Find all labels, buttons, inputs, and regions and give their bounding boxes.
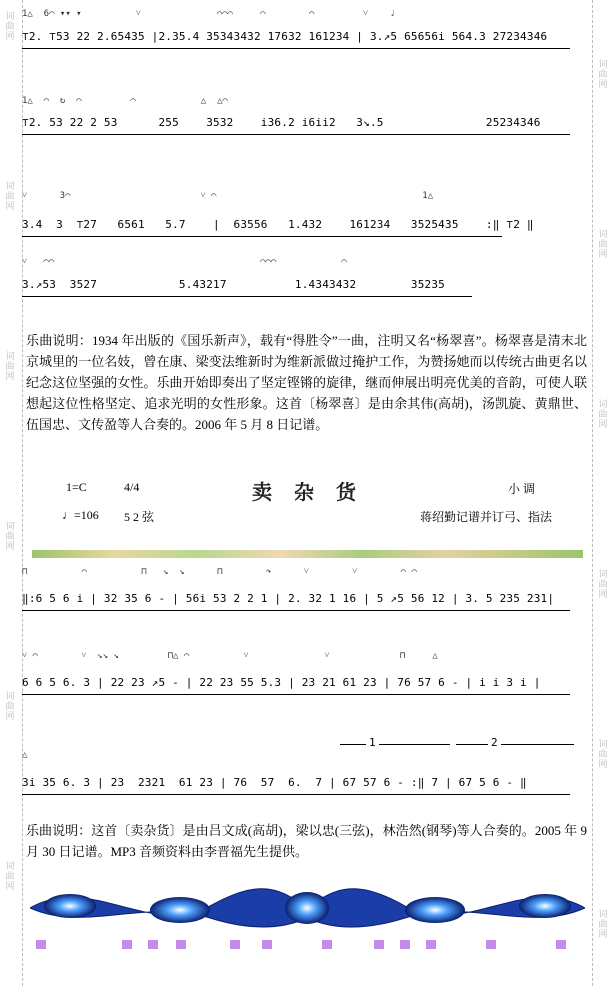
score-notes: ⊤2. 53 22 2 53 255 3532 i36.2 i6ii2 3↘.5 25234346	[22, 116, 541, 129]
song-genre: 小 调	[508, 482, 536, 496]
score-line	[22, 190, 593, 260]
key-signature: 1=C	[66, 480, 87, 494]
watermark-text: 词 曲 网	[5, 522, 15, 552]
watermark-text: 词 曲 网	[598, 740, 608, 770]
score-markings: 1△ 6⌒ ▾▾ ▾ ˅ ⌒⌒⌒ ⌒ ⌒ ˅ ♩	[22, 9, 396, 19]
watermark-text: 词 曲 网	[5, 692, 15, 722]
beam-line	[22, 794, 570, 795]
song-title: 卖杂货	[252, 482, 378, 504]
score-line	[22, 650, 593, 716]
music-note-paragraph: 乐曲说明：这首〔卖杂货〕是由吕文成(高胡)，梁以忠(三弦)，林浩然(钢琴)等人合奏的。2005 年 9 月 30 日记谱。MP3 音频资料由李晋福先生提供。	[26, 823, 587, 859]
volta-label: 2	[488, 736, 501, 749]
score-notes: 3.↗53 3527 5.43217 1.4343432 35235	[22, 278, 445, 291]
score-line	[22, 8, 593, 78]
watermark-text: 词 曲 网	[598, 230, 608, 260]
beam-line	[22, 296, 472, 297]
watermark-text: 词 曲 网	[5, 352, 15, 382]
tempo-marking: ♩=106	[62, 508, 99, 522]
score-notes: 6 6 5 6. 3 | 22 23 ↗5 - | 22 23 55 5.3 | 23 21 61 23 | 76 57 6 - | i i 3 i |	[22, 676, 541, 689]
watermark-text: 词 曲 网	[598, 60, 608, 90]
watermark-text: 词 曲 网	[5, 182, 15, 212]
watermark-text: 词 曲 网	[598, 570, 608, 600]
beam-line	[22, 236, 502, 237]
beam-line	[22, 134, 570, 135]
score-markings: ˅ ⌒⌒ ⌒⌒⌒ ⌒	[22, 257, 347, 267]
score-line	[22, 256, 593, 316]
string-tuning: 5 2 弦	[124, 510, 155, 524]
volta-bracket-2	[456, 744, 574, 745]
decorative-divider	[32, 550, 583, 558]
right-margin-watermark	[592, 0, 615, 986]
beam-line	[22, 694, 570, 695]
score-notes: ⊤2. ⊤53 22 2.65435 |2.35.4 35343432 17632 161234 | 3.↗5 65656i 564.3 27234346	[22, 30, 548, 43]
score-line	[22, 96, 593, 166]
score-markings: 1△ ⌒ ↻ ⌒ ⌒ △ △⌒	[22, 96, 261, 106]
score-markings: ˅ 3⌒ ˅ ⌒ 1△	[22, 191, 434, 201]
music-note-paragraph: 乐曲说明：1934 年出版的《国乐新声》，载有“得胜令”一曲，注明又名“杨翠喜”。杨翠喜是清末北京城里的一位名妓，曾在康、梁变法维新时为维新派做过掩护工作，为赞扬她而以传统古曲更名以纪念这位坚强的女性。乐曲开始即奏出了坚定铿锵的旋律，继而伸展出明亮优美的音韵，可使人联想起这位性格坚定、追求光明的女性形象。这首〔杨翠喜〕是由余其伟(高胡)，汤凯旋、黄鼎世、伍国忠、文传盈等人合奏的。2006 年 5 月 8 日记谱。	[26, 333, 587, 432]
score-line	[22, 736, 593, 808]
score-markings: ⊓ ⌒ ⊓ ↘ ↘ ⊓ ↷ ˅ ˅ ⌒ ⌒	[22, 567, 417, 577]
beam-line	[22, 610, 570, 611]
time-signature: 4/4	[124, 480, 140, 494]
song-header	[22, 476, 593, 532]
transcriber-credit: 蒋绍勤记谱并订弓、指法	[420, 510, 553, 524]
score-notes: ‖:6 5 6 i | 32 35 6 - | 56i 53 2 2 1 | 2. 32 1 16 | 5 ↗5 56 12 | 3. 5 235 231|	[22, 592, 555, 605]
score-markings: △	[22, 750, 396, 760]
score-notes: 3i 35 6. 3 | 23 2321 61 23 | 76 57 6. 7 | 67 57 6 - :‖ 7 | 67 5 6 - ‖	[22, 776, 527, 789]
score-line	[22, 566, 593, 632]
watermark-text: 词 曲 网	[598, 400, 608, 430]
decorative-border-image	[30, 878, 585, 956]
watermark-text: 词 曲 网	[598, 910, 608, 940]
score-page	[22, 0, 593, 986]
watermark-text: 词 曲 网	[5, 12, 15, 42]
score-markings: ˅ ⌒ ˅ ↘↘ ↘ ⊓△ ⌒ ˅ ˅ ⊓ △	[22, 651, 438, 661]
score-notes: 3.4 3 ⊤27 6561 5.7 | 63556 1.432 161234 3525435 :‖ ⊤2 ‖	[22, 218, 534, 231]
beam-line	[22, 48, 570, 49]
watermark-text: 词 曲 网	[5, 862, 15, 892]
volta-bracket-1	[340, 744, 450, 745]
volta-label: 1	[366, 736, 379, 749]
left-margin-watermark	[0, 0, 23, 986]
